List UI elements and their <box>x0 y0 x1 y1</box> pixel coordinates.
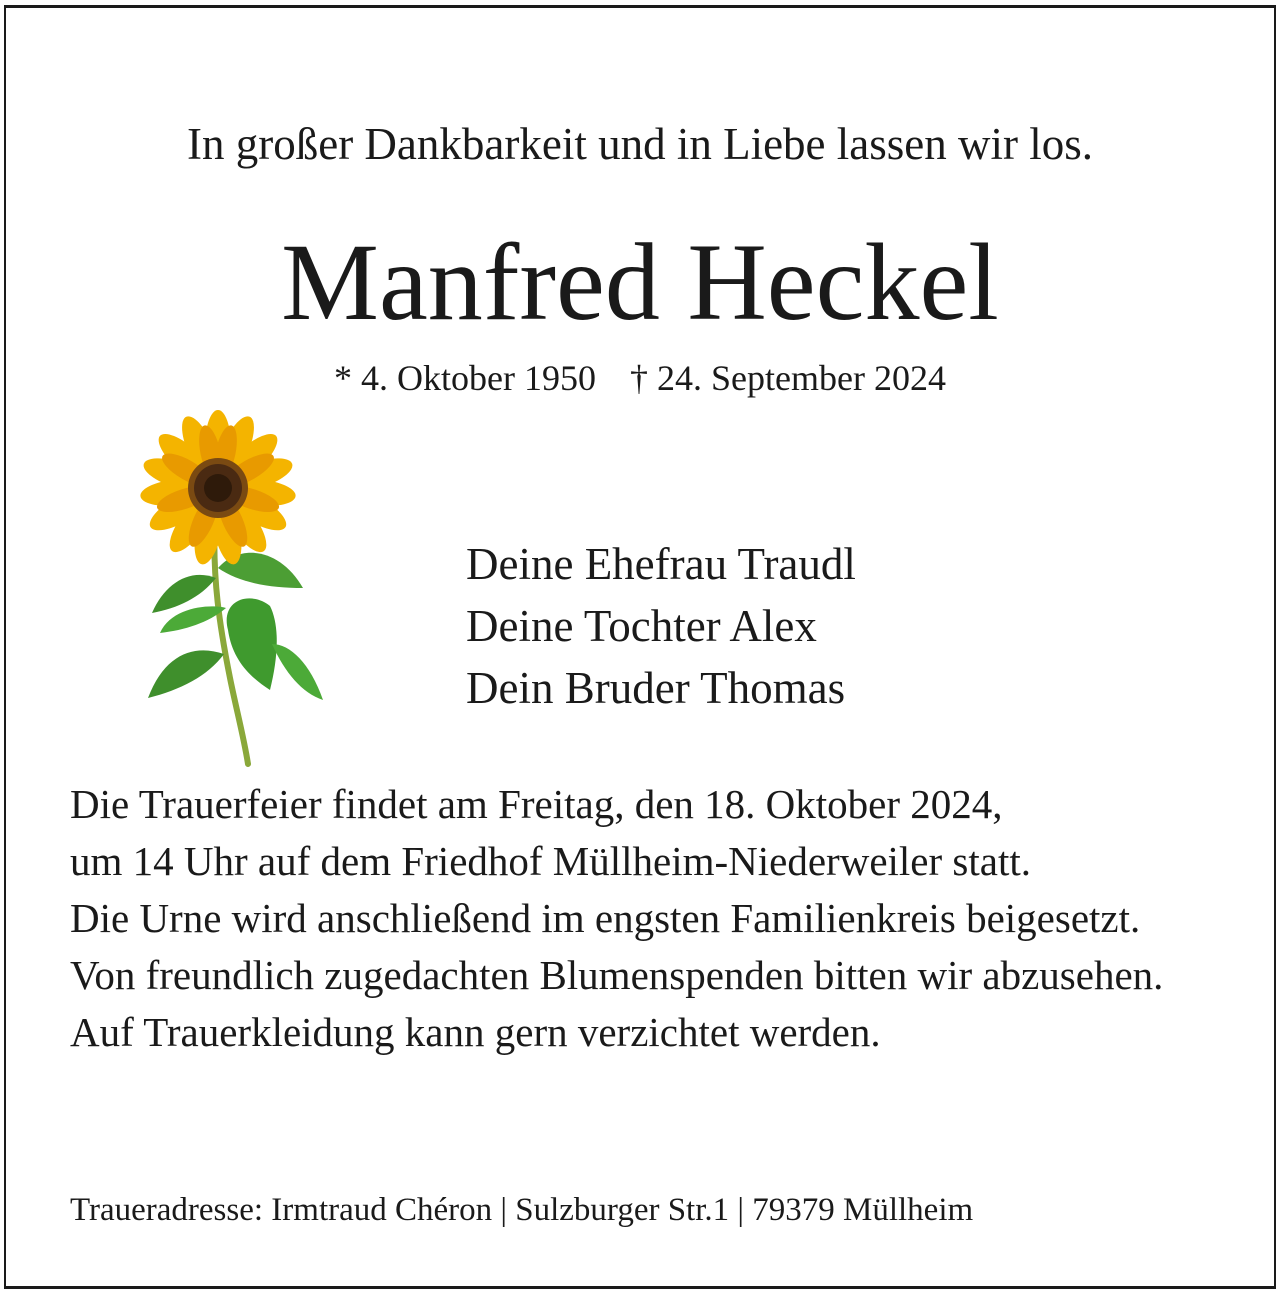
funeral-details-line-1: Die Trauerfeier findet am Freitag, den 18. Oktober 2024, <box>70 781 1003 827</box>
funeral-details-line-2: um 14 Uhr auf dem Friedhof Müllheim-Niederweiler statt. <box>70 838 1031 884</box>
urn-burial-text: Die Urne wird anschließend im engsten Familienkreis beigesetzt. <box>70 895 1141 941</box>
mourning-dress-text: Auf Trauerkleidung kann gern verzichtet werden. <box>70 1009 881 1055</box>
flower-donation-text: Von freundlich zugedachten Blumenspenden bitten wir abzusehen. <box>70 952 1164 998</box>
life-dates <box>0 356 1280 400</box>
funeral-details <box>70 776 1211 1061</box>
birth-date: * 4. Oktober 1950 <box>334 358 596 398</box>
mourner-daughter: Deine Tochter Alex <box>466 601 817 651</box>
mourners-list <box>466 533 856 719</box>
death-date: † 24. September 2024 <box>630 358 946 398</box>
mourner-wife: Deine Ehefrau Traudl <box>466 539 856 589</box>
mourner-brother: Dein Bruder Thomas <box>466 663 846 713</box>
deceased-name: Manfred Heckel <box>281 221 999 343</box>
mourning-address: Traueradresse: Irmtraud Chéron | Sulzburger Str.1 | 79379 Müllheim <box>70 1192 974 1228</box>
notice-motto: In großer Dankbarkeit und in Liebe lassen wir los. <box>187 119 1093 169</box>
sunflower-icon <box>120 408 350 768</box>
